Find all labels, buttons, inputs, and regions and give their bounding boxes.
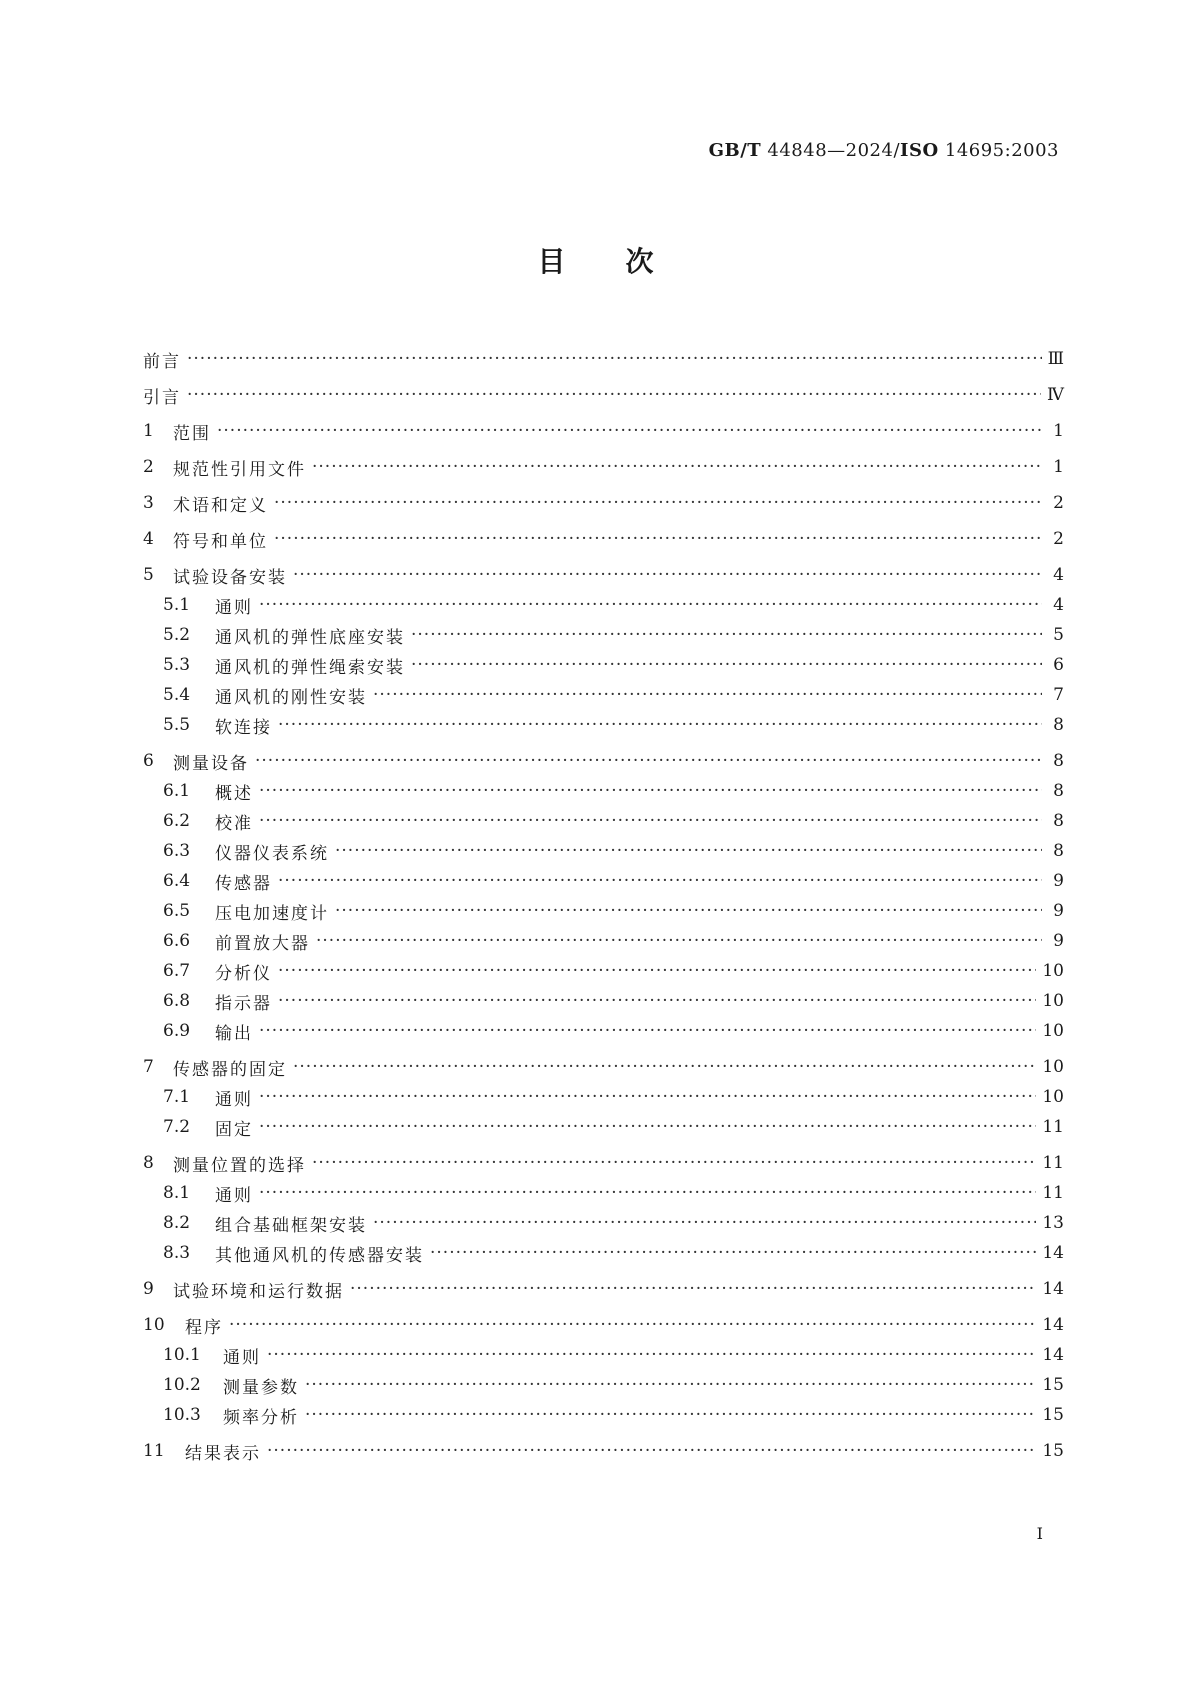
toc-entry-label: 通风机的刚性安装 [215,687,367,708]
toc-entry-label: 固定 [215,1119,253,1140]
toc-entry-number: 5.5 [163,715,191,735]
toc-entry-label: 分析仪 [215,963,272,984]
table-of-contents [143,344,1064,1466]
toc-entry-label: 通则 [215,597,253,618]
toc-entry[interactable] [143,986,1064,1016]
doc-code-iso-number: 14695:2003 [938,140,1059,161]
toc-entry[interactable] [143,1016,1064,1046]
toc-entry-number: 3 [143,493,154,513]
toc-leader-dots [187,385,1041,405]
toc-entry-label: 结果表示 [185,1443,261,1464]
toc-entry-label: 测量设备 [173,753,249,774]
toc-entry-page: 10 [1042,1057,1064,1077]
toc-entry-label: 试验环境和运行数据 [173,1281,344,1302]
toc-entry-number: 5.2 [163,625,191,645]
toc-entry-page: 8 [1053,811,1064,831]
toc-leader-dots [373,1213,1036,1233]
toc-entry-label: 传感器 [215,873,272,894]
toc-leader-dots [278,871,1042,891]
toc-entry-page: 10 [1042,961,1064,981]
page-title: 目次 [537,245,714,278]
toc-entry[interactable] [143,1274,1064,1304]
toc-entry-page: 6 [1053,655,1064,675]
toc-leader-dots [259,1117,1036,1137]
toc-entry[interactable] [143,416,1064,446]
toc-entry-number: 8.3 [163,1243,191,1263]
toc-entry-number: 5.3 [163,655,191,675]
toc-entry-label: 测量位置的选择 [173,1155,306,1176]
toc-entry[interactable] [143,344,1064,374]
toc-entry-label: 软连接 [215,717,272,738]
toc-leader-dots [411,655,1042,675]
toc-entry-page: 10 [1042,1087,1064,1107]
toc-leader-dots [312,457,1042,477]
toc-entry-number: 1 [143,421,154,441]
toc-leader-dots [267,1345,1036,1365]
toc-entry[interactable] [143,1370,1064,1400]
toc-entry[interactable] [143,1112,1064,1142]
toc-entry[interactable] [143,680,1064,710]
toc-entry-number: 8 [143,1153,154,1173]
toc-entry-number: 6 [143,751,154,771]
toc-entry[interactable] [143,650,1064,680]
toc-entry[interactable] [143,1178,1064,1208]
toc-entry-label: 输出 [215,1023,253,1044]
toc-entry-number: 10 [143,1315,165,1335]
toc-leader-dots [187,349,1042,369]
toc-entry-label: 前置放大器 [215,933,310,954]
toc-entry[interactable] [143,380,1064,410]
toc-entry-number: 5.4 [163,685,191,705]
toc-entry-page: 1 [1053,457,1064,477]
toc-entry-page: 9 [1053,901,1064,921]
toc-leader-dots [293,1057,1036,1077]
toc-entry-number: 6.4 [163,871,191,891]
toc-entry-label: 符号和单位 [173,531,268,552]
toc-entry-label: 校准 [215,813,253,834]
toc-entry-label: 频率分析 [223,1407,299,1428]
toc-entry-number: 6.5 [163,901,191,921]
toc-entry-number: 7.2 [163,1117,191,1137]
toc-entry-number: 4 [143,529,154,549]
toc-entry-label: 通风机的弹性底座安装 [215,627,405,648]
toc-entry-page: 4 [1053,595,1064,615]
toc-entry[interactable] [143,1148,1064,1178]
toc-leader-dots [293,565,1042,585]
toc-entry[interactable] [143,452,1064,482]
toc-entry[interactable] [143,776,1064,806]
toc-entry-page: 9 [1053,931,1064,951]
toc-entry[interactable] [143,488,1064,518]
toc-entry[interactable] [143,926,1064,956]
toc-leader-dots [312,1153,1036,1173]
doc-code-prefix: GB/T [708,140,762,161]
toc-entry-page: 14 [1042,1315,1064,1335]
toc-entry-page: 2 [1053,493,1064,513]
toc-entry[interactable] [143,896,1064,926]
toc-leader-dots [335,901,1042,921]
toc-entry-label: 通则 [223,1347,261,1368]
toc-leader-dots [259,1021,1036,1041]
toc-entry-page: 15 [1042,1375,1064,1395]
toc-entry-page: 15 [1042,1441,1064,1461]
toc-entry-page: 11 [1042,1183,1064,1203]
toc-entry[interactable] [143,590,1064,620]
toc-entry-number: 6.3 [163,841,191,861]
toc-entry-number: 6.7 [163,961,191,981]
toc-leader-dots [305,1405,1036,1425]
toc-entry-number: 10.1 [163,1345,201,1365]
toc-entry-page: 4 [1053,565,1064,585]
toc-leader-dots [229,1315,1036,1335]
toc-entry[interactable] [143,560,1064,590]
toc-entry-page: 9 [1053,871,1064,891]
toc-leader-dots [274,529,1042,549]
toc-entry[interactable] [143,956,1064,986]
page-number: Ⅰ [1036,1524,1043,1543]
toc-entry-number: 10.2 [163,1375,201,1395]
toc-entry-label: 仪器仪表系统 [215,843,329,864]
toc-entry[interactable] [143,1082,1064,1112]
toc-entry-number: 10.3 [163,1405,201,1425]
toc-entry-label: 概述 [215,783,253,804]
toc-entry-number: 2 [143,457,154,477]
toc-entry[interactable] [143,866,1064,896]
toc-entry-page: 7 [1053,685,1064,705]
toc-entry[interactable] [143,746,1064,776]
toc-leader-dots [278,715,1042,735]
toc-entry-label: 传感器的固定 [173,1059,287,1080]
toc-entry-page: 8 [1053,781,1064,801]
toc-leader-dots [373,685,1042,705]
toc-entry-label: 试验设备安装 [173,567,287,588]
toc-entry[interactable] [143,524,1064,554]
toc-leader-dots [217,421,1042,441]
toc-entry-page: Ⅲ [1047,349,1064,369]
toc-leader-dots [430,1243,1036,1263]
toc-entry-page: 5 [1053,625,1064,645]
toc-entry[interactable] [143,1340,1064,1370]
doc-code-number: 44848—2024/ [761,140,901,161]
toc-entry-page: 2 [1053,529,1064,549]
toc-entry-label: 引言 [143,387,181,408]
toc-entry[interactable] [143,836,1064,866]
toc-entry-page: Ⅳ [1047,385,1064,405]
toc-leader-dots [274,493,1042,513]
toc-entry[interactable] [143,806,1064,836]
toc-leader-dots [316,931,1042,951]
toc-leader-dots [335,841,1042,861]
toc-leader-dots [259,1183,1036,1203]
toc-entry-number: 6.9 [163,1021,191,1041]
toc-entry-number: 6.1 [163,781,191,801]
toc-leader-dots [267,1441,1036,1461]
toc-leader-dots [259,595,1042,615]
toc-entry-label: 通则 [215,1089,253,1110]
toc-entry-label: 测量参数 [223,1377,299,1398]
toc-entry-number: 8.2 [163,1213,191,1233]
toc-entry-page: 8 [1053,751,1064,771]
toc-entry-page: 10 [1042,991,1064,1011]
toc-entry-number: 6.6 [163,931,191,951]
toc-entry-label: 指示器 [215,993,272,1014]
toc-leader-dots [278,991,1036,1011]
document-code [709,140,1059,161]
toc-entry-label: 通风机的弹性绳索安装 [215,657,405,678]
toc-leader-dots [305,1375,1036,1395]
toc-entry[interactable] [143,1208,1064,1238]
toc-entry-label: 其他通风机的传感器安装 [215,1245,424,1266]
toc-entry-number: 11 [143,1441,165,1461]
toc-leader-dots [259,1087,1036,1107]
toc-entry-page: 14 [1042,1345,1064,1365]
toc-entry-page: 14 [1042,1279,1064,1299]
toc-leader-dots [259,781,1042,801]
toc-entry-number: 7.1 [163,1087,191,1107]
toc-entry-label: 术语和定义 [173,495,268,516]
toc-leader-dots [259,811,1042,831]
toc-entry-label: 程序 [185,1317,223,1338]
toc-entry-label: 组合基础框架安装 [215,1215,367,1236]
toc-entry-page: 15 [1042,1405,1064,1425]
toc-entry[interactable] [143,1238,1064,1268]
toc-entry-number: 5 [143,565,154,585]
toc-entry-label: 范围 [173,423,211,444]
toc-entry-number: 7 [143,1057,154,1077]
toc-entry-label: 规范性引用文件 [173,459,306,480]
toc-entry-page: 11 [1042,1153,1064,1173]
toc-entry[interactable] [143,1052,1064,1082]
toc-entry-page: 1 [1053,421,1064,441]
toc-leader-dots [411,625,1042,645]
toc-entry[interactable] [143,620,1064,650]
toc-entry[interactable] [143,1436,1064,1466]
toc-entry-page: 11 [1042,1117,1064,1137]
toc-entry-page: 8 [1053,841,1064,861]
toc-entry[interactable] [143,1400,1064,1430]
toc-entry-label: 通则 [215,1185,253,1206]
toc-entry-label: 前言 [143,351,181,372]
toc-entry-number: 9 [143,1279,154,1299]
toc-entry-label: 压电加速度计 [215,903,329,924]
toc-entry-number: 5.1 [163,595,191,615]
toc-entry-page: 14 [1042,1243,1064,1263]
toc-entry-number: 8.1 [163,1183,191,1203]
toc-entry-number: 6.8 [163,991,191,1011]
toc-leader-dots [278,961,1036,981]
toc-entry-page: 13 [1042,1213,1064,1233]
toc-entry[interactable] [143,1310,1064,1340]
toc-entry-number: 6.2 [163,811,191,831]
doc-code-iso: ISO [900,140,939,161]
toc-entry-page: 10 [1042,1021,1064,1041]
toc-leader-dots [350,1279,1036,1299]
toc-entry-page: 8 [1053,715,1064,735]
toc-entry[interactable] [143,710,1064,740]
toc-leader-dots [255,751,1042,771]
